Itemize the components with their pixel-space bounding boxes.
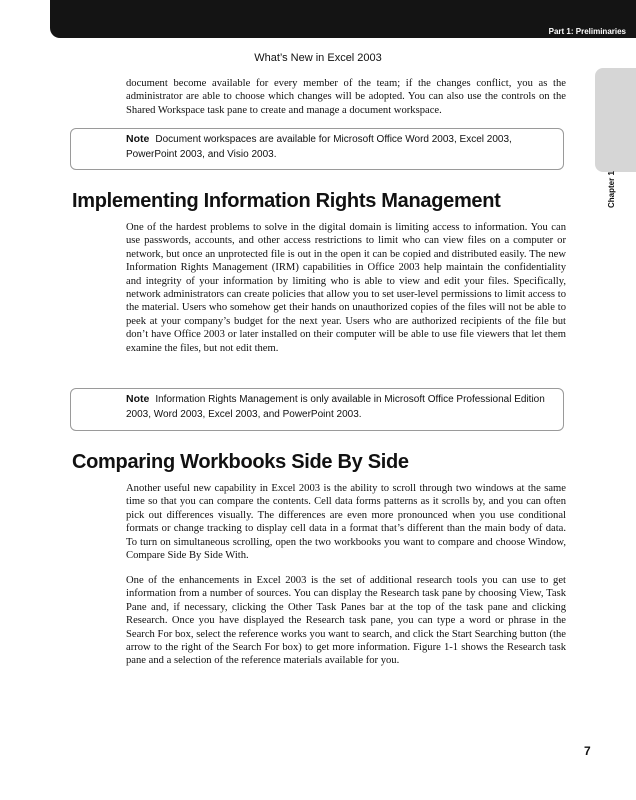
irm-paragraph: One of the hardest problems to solve in the digital domain is limiting access to information. You can use passwords, accounts, and other access restrictions to limit who can view files on a computer or network, but once an unprotected file is out in the open it can be copied and distributed easily. The new Information Rights Management (IRM) capabilities in Office 2003 help maintain the confidentiality and integrity of your information by limiting who is able to view and edit your files. Specifically, network administrators can create policies that allow you to set user-level permissions to limit access to the material. Users who somehow get their hands on unauthorized copies of the files will not be able to peek at your company’s budget for the next year. Users who are authorized recipients of the file but don’t have Office 2003 or later installed on their computer will be able to use file viewers that let them examine the files, but not edit them.	[126, 222, 566, 354]
note-text: Information Rights Management is only available in Microsoft Office Professional Edition 2003, Word 2003, Excel 2003, and PowerPoint 2003.	[126, 394, 545, 420]
section-heading-irm: Implementing Information Rights Management	[72, 190, 501, 212]
page-number: 7	[584, 744, 591, 758]
note-label: Note	[126, 393, 150, 405]
header-bar	[50, 0, 636, 38]
compare-paragraph-2: One of the enhancements in Excel 2003 is the set of additional research tools you can use to get information from a number of sources. You can display the Research task pane by choosing View, Task Pane and, if necessary, clicking the Other Task Panes bar at the top of the task pane and clicking Research. Once you have displayed the Research task pane, you can type a word or phrase in the Search For box, select the reference works you want to search, and click the Start Searching button (the arrow to the right of the Search For box) to get more information. Figure 1-1 shows the Research task pane and a selection of the reference materials available for you.	[126, 575, 566, 667]
part-label: Part 1: Preliminaries	[548, 27, 626, 36]
chapter-tab	[595, 68, 636, 208]
compare-paragraph-1: Another useful new capability in Excel 2003 is the ability to scroll through two windows at the same time so that you can compare the contents. Cell data forms patterns as it scrolls by, and you can often pick out differences visually. The differences are even more pronounced when you use conditional formats or change tracking to display cell data in a format that’s different than the main body of data. To turn on simultaneous scrolling, open the two workbooks you want to compare and choose Window, Compare Side By Side With.	[126, 483, 566, 562]
running-head: What’s New in Excel 2003	[254, 52, 382, 64]
note-text: Document workspaces are available for Microsoft Office Word 2003, Excel 2003, PowerPoint 2003, and Visio 2003.	[126, 134, 512, 160]
note-box	[70, 128, 564, 170]
intro-paragraph: document become available for every member of the team; if the changes conflict, you as the administrator are able to choose which changes will be adopted. You can also use the controls on the Shared Workspace task pane to create and manage a document workspace.	[126, 78, 566, 116]
section-heading-compare: Comparing Workbooks Side By Side	[72, 451, 409, 473]
chapter-tab-label: Chapter 1	[607, 171, 616, 208]
note-box	[70, 388, 564, 431]
note-label: Note	[126, 133, 150, 145]
